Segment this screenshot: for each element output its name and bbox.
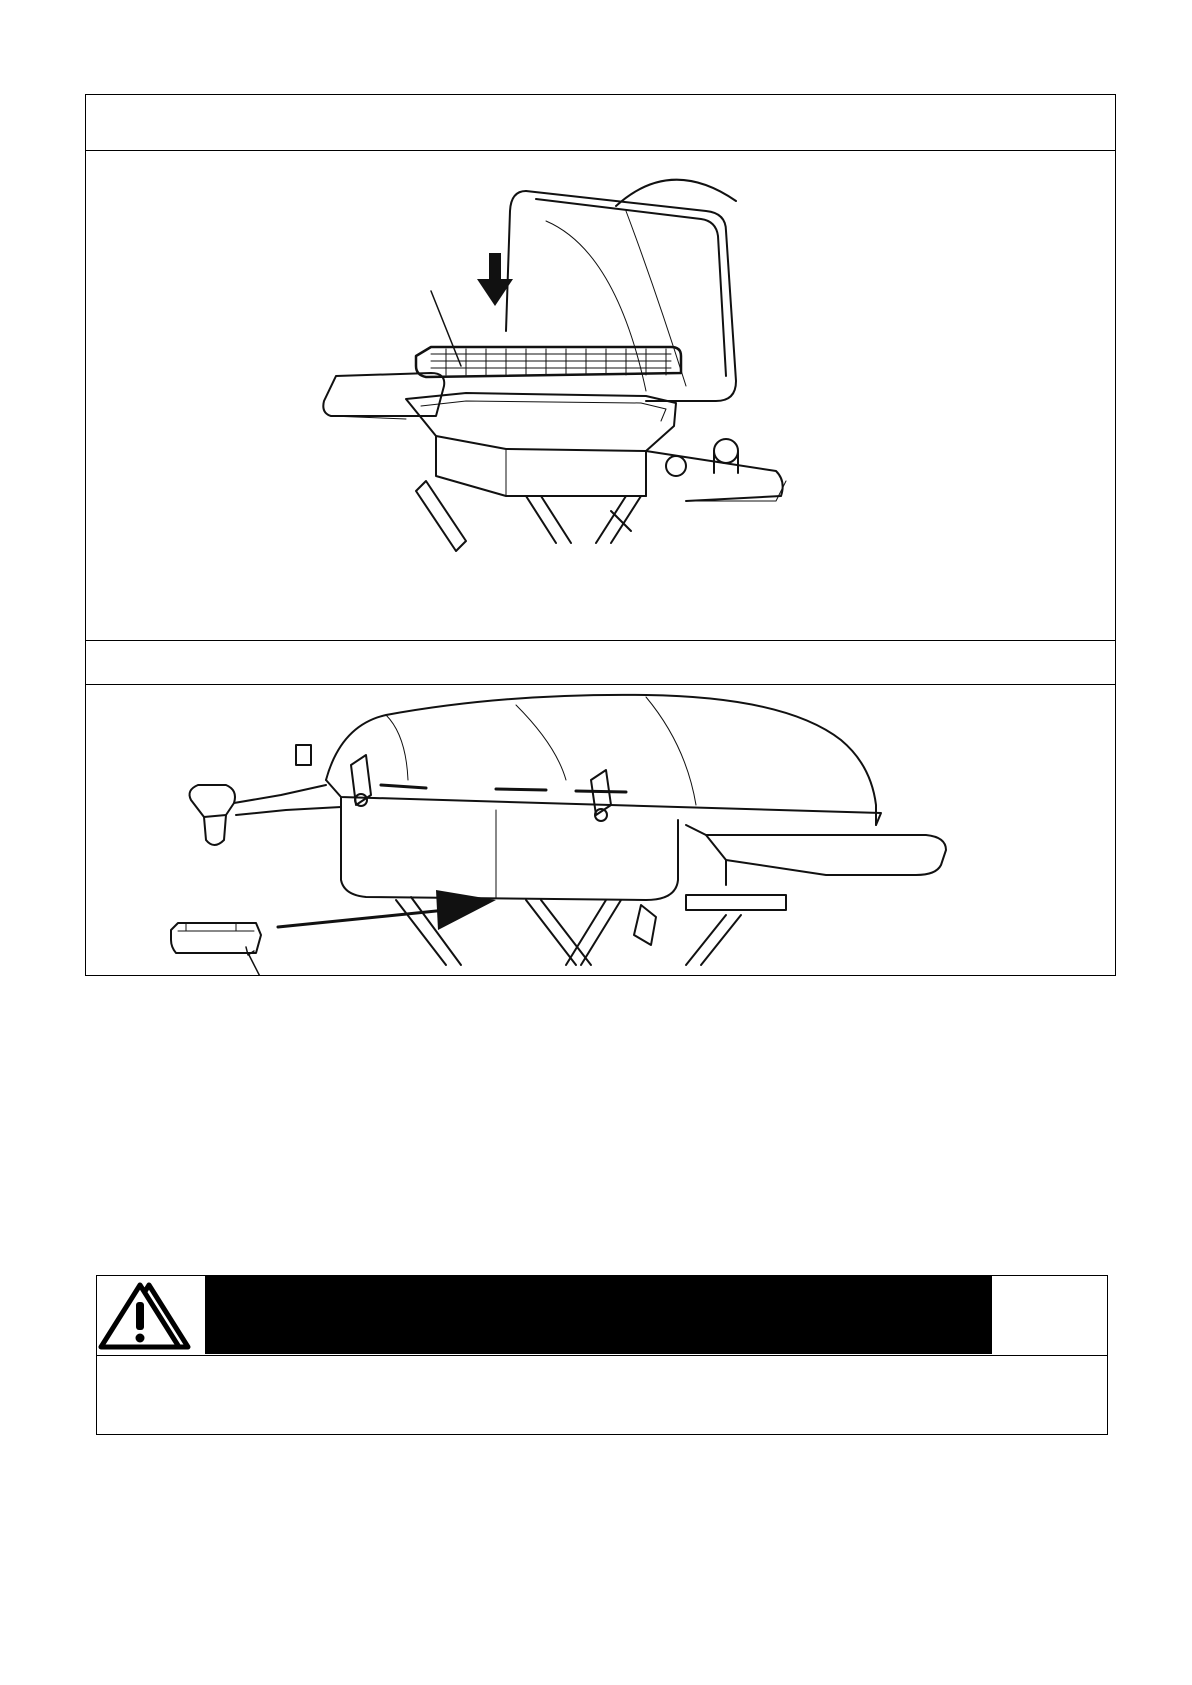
- assembly-steps: [85, 94, 1116, 976]
- warning-title: [205, 1276, 992, 1354]
- grease-tray-illustration: [86, 685, 1115, 975]
- step-header-1: [86, 95, 1115, 151]
- grill-lid: [526, 191, 736, 401]
- left-side-shelf: [323, 373, 444, 416]
- step-header-2: [86, 641, 1115, 685]
- regulator: [190, 785, 235, 817]
- grease-tray: [171, 923, 261, 953]
- insert-arrow-icon: [436, 890, 496, 930]
- callout-line: [248, 953, 272, 975]
- grill-grate-illustration: [86, 151, 1115, 641]
- warning-header: [97, 1276, 1107, 1356]
- warning-triangle-icon: [97, 1282, 183, 1350]
- warning-box: [96, 1275, 1108, 1435]
- grill-leg: [416, 481, 466, 551]
- right-side-shelf: [706, 835, 946, 875]
- warning-text: [97, 1355, 1107, 1435]
